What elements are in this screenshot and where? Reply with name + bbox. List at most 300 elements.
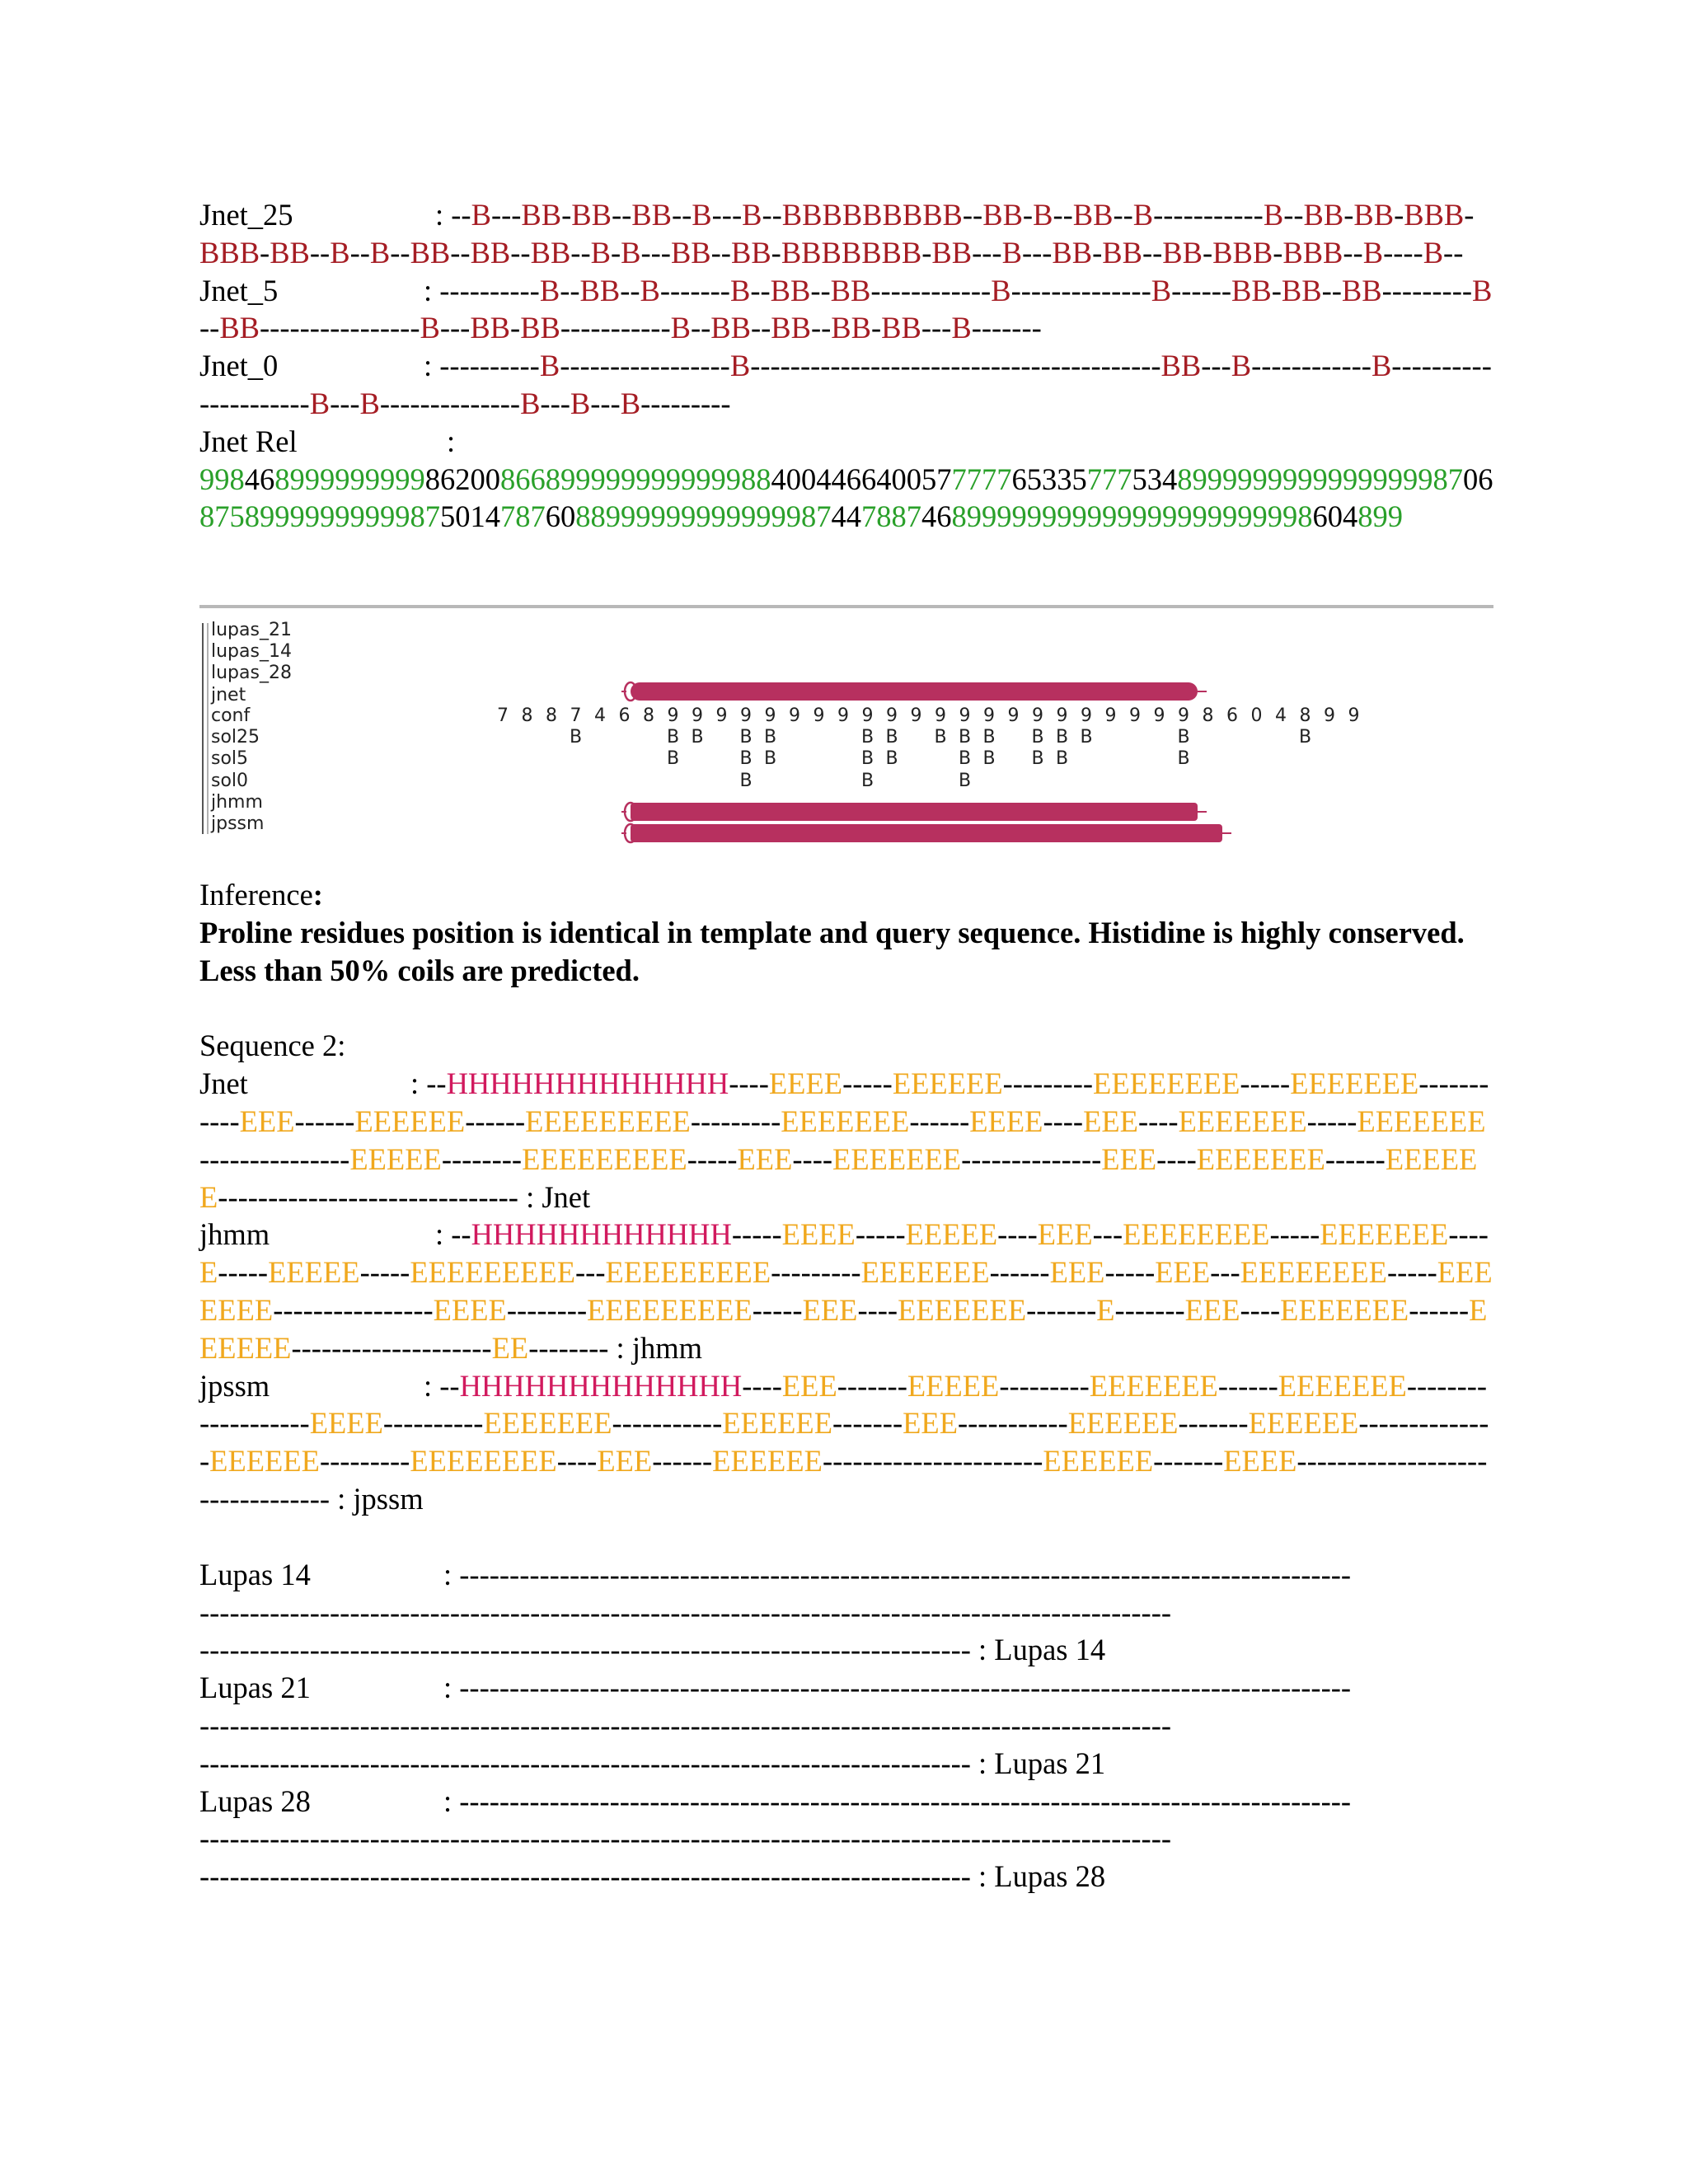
conf-value: 4 <box>594 705 606 726</box>
conf-value: 4 <box>1275 705 1287 726</box>
sequence-segment: EEE <box>1184 1292 1240 1327</box>
sequence-segment: BB <box>270 235 310 269</box>
sequence-segment: - <box>1273 235 1283 269</box>
sequence-segment: --------- <box>999 1368 1090 1403</box>
sequence-segment: 46 <box>921 499 952 534</box>
sequence-segment: BB <box>530 235 571 269</box>
sequence-segment: B <box>330 235 350 269</box>
jpssm-helix-bar <box>621 824 1231 842</box>
sequence-segment: B <box>359 386 380 420</box>
sequence-segment: ----- <box>218 1255 269 1290</box>
seq2-jnet-label: Jnet <box>199 1066 248 1101</box>
seq2-jhmm-label: jhmm <box>199 1217 270 1252</box>
sequence-segment: 65335 <box>1011 462 1087 496</box>
sequence-segment: BB <box>1052 235 1093 269</box>
sequence-segment: ------- <box>832 1406 903 1441</box>
sequence-segment: 787 <box>500 499 546 534</box>
sequence-segment: ---------------- <box>260 311 420 345</box>
sol0-value: B <box>958 771 972 791</box>
jnet-rel-label: Jnet Rel <box>199 424 298 458</box>
sol0-values <box>739 771 971 791</box>
sequence-segment: BB <box>1353 198 1395 232</box>
sequence-segment: B <box>742 198 762 232</box>
sequence-segment: - <box>610 235 621 269</box>
sequence-segment: ----- <box>687 1141 738 1176</box>
sol5-value: B <box>739 748 753 769</box>
sequence-segment: EEEEEEEEE <box>587 1292 753 1327</box>
conf-value: 9 <box>789 705 800 726</box>
sequence-segment: ------- <box>1153 1444 1224 1479</box>
sequence-segment: -- <box>1321 273 1342 307</box>
lupas14-line1: : ----------------------------------------------------------------------------------------- <box>443 1557 1352 1591</box>
conf-value: 9 <box>1007 705 1020 726</box>
seq2-jhmm-row <box>199 1216 1493 1366</box>
sequence-segment: ---- <box>556 1444 598 1479</box>
sol25-value: B <box>1298 727 1312 748</box>
lupas28-line1: : ----------------------------------------------------------------------------------------- <box>443 1783 1352 1818</box>
sequence-segment: EEEEE <box>349 1141 442 1176</box>
sol25-value: B <box>1080 727 1093 748</box>
track-label-lupas-21: lupas_21 <box>211 620 292 640</box>
sequence-segment: B <box>1231 349 1252 383</box>
sequence-segment: EEEEEEE <box>199 1255 1493 1327</box>
sequence-segment: --- <box>575 1255 606 1290</box>
sequence-segment: ----- <box>1104 1255 1156 1290</box>
sequence-segment: --- <box>711 198 743 232</box>
sequence-segment: -------------- <box>961 1141 1102 1176</box>
sequence-segment: BB <box>770 273 811 307</box>
sequence-segment: : ---------- <box>424 349 540 383</box>
sequence-segment: ---------- <box>382 1406 484 1441</box>
sol0-value: B <box>739 771 753 791</box>
sequence-segment: ------------ <box>1251 349 1372 383</box>
sol25-value: B <box>885 727 898 748</box>
sol25-value: B <box>1031 727 1044 748</box>
jhmm-helix-rect <box>631 803 1198 821</box>
sequence-segment: - <box>1092 235 1103 269</box>
sequence-segment: BB <box>1160 349 1202 383</box>
track-label-jpssm: jpssm <box>211 813 265 834</box>
sequence-segment: E <box>199 1255 218 1290</box>
sequence-segment: 777 <box>1086 462 1132 496</box>
document-page-lower <box>199 876 1493 1896</box>
sequence-segment: 534 <box>1132 462 1178 496</box>
sequence-segment: ----------- <box>1153 198 1264 232</box>
sequence-segment: EEEEEEE <box>1089 1368 1218 1403</box>
sequence-segment: B <box>692 198 712 232</box>
sequence-segment: - <box>1394 198 1404 232</box>
sequence-segment: ----- <box>1386 1255 1437 1290</box>
lupas28-row <box>199 1783 1493 1821</box>
sequence-segment: ------- <box>1114 1292 1185 1327</box>
sequence-segment: ---- <box>1043 1104 1084 1138</box>
lupas28-line2: ------------------------------------------------------------------------------------------------- <box>199 1821 1172 1856</box>
conf-value: 9 <box>813 705 825 726</box>
sequence-segment: : -- <box>424 1368 460 1403</box>
sequence-segment: -- <box>620 273 640 307</box>
jnet0-row <box>199 347 1493 423</box>
sequence-segment: EEEE <box>781 1217 856 1252</box>
sol5-value: B <box>982 748 996 769</box>
sequence-segment: ---- <box>997 1217 1038 1252</box>
jnet-prediction-figure <box>199 616 1493 847</box>
inference-heading-text: Inference <box>199 878 313 912</box>
sequence-segment: - <box>510 311 521 345</box>
conf-value: 9 <box>910 705 922 726</box>
track-labels <box>210 620 292 834</box>
sequence-segment: EEE <box>239 1104 295 1138</box>
sol25-value: B <box>666 727 680 748</box>
sequence-segment: EEE <box>781 1368 837 1403</box>
sequence-segment: EEEEE <box>907 1368 1000 1403</box>
sequence-segment: --------- <box>1381 273 1473 307</box>
sequence-segment: EEEEE <box>268 1255 360 1290</box>
conf-value: 7 <box>570 705 582 726</box>
lupas28-label: Lupas 28 <box>199 1783 311 1818</box>
jnet5-label: Jnet_5 <box>199 273 279 307</box>
sequence-segment: EEEEEE <box>199 1292 1488 1365</box>
conf-value: 9 <box>715 705 728 726</box>
sequence-segment: ----- <box>1269 1217 1320 1252</box>
conf-value: 7 <box>497 705 509 726</box>
sequence-segment: 7887 <box>861 499 921 534</box>
sequence-segment: EEE <box>1155 1255 1211 1290</box>
sequence-segment: 400446640057 <box>771 462 952 496</box>
sol5-value: B <box>666 748 680 769</box>
sequence-segment: B <box>570 386 591 420</box>
sequence-segment: -------- : jhmm <box>528 1330 702 1365</box>
jnet-rel-row <box>199 423 1493 461</box>
sequence-segment: EEEEEEEE <box>1240 1255 1387 1290</box>
sequence-segment: - <box>921 235 932 269</box>
jnet-rel-colon: : <box>447 424 456 458</box>
sequence-segment: B <box>471 198 491 232</box>
sequence-segment: ----------- <box>199 1066 1489 1138</box>
sequence-segment: B <box>670 311 691 345</box>
sequence-segment: ------ <box>1325 1141 1386 1176</box>
lupas14-line2: ------------------------------------------------------------------------------------------------- <box>199 1595 1172 1629</box>
sequence-segment: -- <box>510 235 531 269</box>
sequence-segment: ---- <box>1383 235 1423 269</box>
jnet-helix-bar <box>621 682 1207 701</box>
sequence-segment: EEEEEEE <box>860 1255 990 1290</box>
track-label-sol25: sol25 <box>211 727 260 748</box>
sequence-segment: -- <box>390 235 410 269</box>
sequence-segment: ---------------------- <box>822 1444 1043 1479</box>
sequence-segment: HHHHHHHHHHHHH <box>446 1066 729 1101</box>
seq2-jnet-row <box>199 1065 1493 1216</box>
conf-value: 9 <box>1153 705 1165 726</box>
sequence-segment: 899999999999999999999998 <box>951 499 1313 534</box>
sequence-segment: B <box>590 235 611 269</box>
sequence-segment: 875 <box>199 499 245 534</box>
conf-value: 9 <box>692 705 703 726</box>
sequence-segment: 866 <box>500 462 546 496</box>
sequence-segment: --- <box>1210 1255 1240 1290</box>
sol25-values <box>570 727 1311 748</box>
jnet25-row <box>199 196 1493 272</box>
sol5-value: B <box>1177 748 1190 769</box>
sequence-segment: B <box>1362 235 1384 269</box>
sequence-segment: EEEEEEEE <box>410 1444 557 1479</box>
sequence-segment: BB <box>520 311 560 345</box>
sequence-segment: ----------- <box>560 311 671 345</box>
sequence-segment: BB <box>410 235 451 269</box>
sequence-segment: --- <box>490 198 522 232</box>
sequence-segment: BBB <box>1212 235 1273 269</box>
sequence-segment: EEEEEEE <box>1280 1292 1409 1327</box>
sequence-segment: --------- <box>1002 1066 1094 1101</box>
lupas14-line3: ----------------------------------------------------------------------------- : Lupas 14 <box>199 1633 1106 1667</box>
track-label-conf: conf <box>211 705 251 726</box>
sequence-segment: 899 <box>1357 499 1403 534</box>
sequence-segment: --------------- <box>199 1141 350 1176</box>
sequence-segment: ------- <box>1178 1406 1249 1441</box>
sequence-segment: 899999999999988 <box>545 462 771 496</box>
sequence-segment: EEEEEE <box>892 1066 1003 1101</box>
sequence-segment: BB <box>982 198 1023 232</box>
sequence-segment: B <box>1423 235 1444 269</box>
sequence-segment: BB <box>931 235 973 269</box>
sequence-segment: ---- <box>1240 1292 1281 1327</box>
sol25-value: B <box>860 727 874 748</box>
sequence-segment: -- <box>611 198 632 232</box>
sequence-segment: -- <box>1142 235 1163 269</box>
sequence-segment: ------- <box>837 1368 907 1403</box>
sol5-value: B <box>1031 748 1044 769</box>
sequence-segment: 06 <box>1463 462 1493 496</box>
sequence-segment: BB <box>1072 198 1114 232</box>
lupas14-row <box>199 1556 1493 1594</box>
sequence-segment: BB <box>730 235 771 269</box>
conf-value: 9 <box>1032 705 1043 726</box>
sequence-segment: EEEE <box>433 1292 507 1327</box>
sequence-segment: -- <box>750 311 771 345</box>
sequence-segment: ------ <box>1217 1368 1278 1403</box>
sequence-segment: B <box>729 273 751 307</box>
sequence-segment: ------ <box>465 1104 526 1138</box>
sequence-segment: EEEEEEEEE <box>605 1255 771 1290</box>
conf-value: 0 <box>1250 705 1263 726</box>
sequence-segment: EEEEEE <box>712 1444 823 1479</box>
jnet-rel-values <box>199 461 1493 537</box>
sequence-segment: ------- <box>971 311 1042 345</box>
sequence-segment: -- <box>309 235 331 269</box>
sequence-segment: ------- <box>1026 1292 1097 1327</box>
sequence-segment: ----- <box>359 1255 410 1290</box>
sequence-segment: BB <box>470 311 511 345</box>
sequence-segment: BBB <box>1282 235 1343 269</box>
sequence-segment: --------- <box>690 1104 781 1138</box>
sequence-segment: ----- <box>1306 1104 1357 1138</box>
sequence-segment: EEEEEEE <box>1320 1217 1449 1252</box>
conf-value: 8 <box>1202 705 1214 726</box>
sequence-segment: EEEEEE <box>1067 1406 1179 1441</box>
conf-value: 9 <box>1129 705 1141 726</box>
sequence-segment: B <box>1001 235 1022 269</box>
sequence-segment: B <box>620 386 641 420</box>
conf-value: 9 <box>1081 705 1092 726</box>
sequence-segment: BB <box>1102 235 1142 269</box>
sequence-segment: B <box>420 311 440 345</box>
sequence2-heading: Sequence 2: <box>199 1029 346 1063</box>
sequence-segment: E <box>1096 1292 1115 1327</box>
inference-line-1: Proline residues position is identical in template and query sequence. Histidine is highly conserved. <box>199 915 1465 949</box>
conf-value: 9 <box>1324 705 1335 726</box>
track-label-jnet: jnet <box>211 685 246 705</box>
sequence-segment: B <box>539 273 560 307</box>
sequence-segment: ----- <box>731 1217 782 1252</box>
conf-value: 9 <box>861 705 874 726</box>
jnet25-label: Jnet_25 <box>199 198 293 232</box>
sequence-segment: ----------- <box>612 1406 723 1441</box>
sequence-segment: 8999999999 <box>274 462 425 496</box>
sequence-segment: ------------------------------ : Jnet <box>218 1179 591 1214</box>
conf-values <box>497 705 1360 726</box>
sequence-segment: ------- <box>659 273 730 307</box>
sequence-segment: BB <box>521 198 562 232</box>
sequence-segment: ------------------- <box>199 1368 1488 1441</box>
sequence-segment: 5014 <box>440 499 500 534</box>
sequence-segment: EEE <box>1037 1217 1093 1252</box>
sequence-segment: BB <box>579 273 621 307</box>
sequence-segment: ---- <box>1137 1104 1179 1138</box>
sequence-segment: -- <box>570 235 591 269</box>
sol5-value: B <box>958 748 972 769</box>
sol25-value: B <box>1055 727 1069 748</box>
sequence-segment: EEEE <box>309 1406 383 1441</box>
inference-heading <box>199 876 1493 914</box>
conf-value: 9 <box>959 705 971 726</box>
sequence-segment: EEEEEEE <box>898 1292 1027 1327</box>
conf-value: 9 <box>837 705 849 726</box>
sequence-segment: -------- <box>441 1141 523 1176</box>
sequence-segment: B <box>991 273 1011 307</box>
sequence-segment: EEEEEE <box>1043 1444 1154 1479</box>
sequence-segment: BB <box>470 235 511 269</box>
sequence-segment: - <box>1343 198 1354 232</box>
spacer <box>199 989 1493 1027</box>
sequence-segment: -- <box>690 311 711 345</box>
sequence-segment: --------- <box>640 386 731 420</box>
sol25-value: B <box>982 727 996 748</box>
sequence-segment: - <box>260 235 270 269</box>
sequence-segment: BB <box>1281 273 1322 307</box>
spacer <box>199 1518 1493 1556</box>
sequence-segment: ------ <box>294 1104 355 1138</box>
sequence-segment: -- <box>762 198 782 232</box>
sequence-segment: --- <box>330 386 360 420</box>
sequence-segment: EEEEEEE <box>1290 1066 1419 1101</box>
conf-value: 9 <box>764 705 776 726</box>
sequence-segment: --- <box>972 235 1002 269</box>
sequence-segment: EEEEEEEE <box>1123 1217 1270 1252</box>
sequence-segment: --- <box>1021 235 1053 269</box>
sequence-segment: -------------- <box>1010 273 1151 307</box>
sequence-segment: -- <box>450 235 471 269</box>
sequence-segment: --- <box>921 311 952 345</box>
sequence-segment: BB <box>1231 273 1272 307</box>
sequence-segment: ------ <box>652 1444 713 1479</box>
sequence-segment: EEEEEE <box>1248 1406 1359 1441</box>
sequence-segment: EEE <box>1049 1255 1105 1290</box>
sequence-segment: --- <box>439 311 471 345</box>
lupas14-label: Lupas 14 <box>199 1557 311 1591</box>
sequence-segment: -- <box>750 273 771 307</box>
conf-value: 9 <box>983 705 995 726</box>
sequence-segment: B <box>1033 198 1053 232</box>
jpssm-helix-rect <box>631 824 1222 842</box>
sequence-segment: EEEEEE <box>209 1444 320 1479</box>
sequence-segment: 86200 <box>424 462 500 496</box>
sequence-segment: EEE <box>903 1406 958 1441</box>
sequence-segment: EEEEEEE <box>1196 1141 1325 1176</box>
sequence-segment: - <box>1202 235 1213 269</box>
sequence-segment: ---- <box>729 1066 769 1101</box>
sequence-segment: 88999999999999987 <box>575 499 832 534</box>
sequence-segment: ----------------------------------------- <box>750 349 1161 383</box>
sequence-segment: EEE <box>1083 1104 1138 1138</box>
sequence-segment: EEEE <box>768 1066 843 1101</box>
sequence-segment: --------- <box>771 1255 861 1290</box>
sequence-segment: B <box>951 311 972 345</box>
sequence-segment: -- <box>1443 235 1464 269</box>
sequence-segment: 46 <box>244 462 275 496</box>
sequence-segment: EE <box>491 1330 529 1365</box>
sequence-segment: BBB <box>199 235 260 269</box>
sequence-segment: B <box>1371 349 1392 383</box>
sequence-segment: BBBBBBBBB <box>781 198 963 232</box>
sequence-segment: ------------ <box>870 273 992 307</box>
sequence-segment: B <box>309 386 331 420</box>
sequence-segment: EEEEEE <box>722 1406 833 1441</box>
sequence-segment: : -- <box>435 1217 471 1252</box>
seq2-jpssm-row <box>199 1367 1493 1518</box>
sequence-segment: BB <box>1303 198 1344 232</box>
sequence-segment: BB <box>710 311 751 345</box>
inference-line-2: Less than 50% coils are predicted. <box>199 953 640 987</box>
sequence-segment: EEEEEEE <box>781 1104 910 1138</box>
sequence-segment: -- <box>810 311 832 345</box>
sequence-segment: EEEEEEE <box>1178 1104 1307 1138</box>
sequence-segment: ------ <box>1409 1292 1470 1327</box>
sequence-segment: ------ <box>1171 273 1232 307</box>
conf-value: 6 <box>1226 705 1238 726</box>
sequence-segment: --- <box>590 386 621 420</box>
sol25-value: B <box>763 727 777 748</box>
sequence-segment: --------- <box>319 1444 410 1479</box>
sol5-values <box>667 748 1190 769</box>
sequence-segment: --- <box>1201 349 1231 383</box>
sequence-segment: -- <box>962 198 983 232</box>
sequence-segment: EEEEEE <box>199 1141 1478 1214</box>
sol5-value: B <box>763 748 777 769</box>
sequence-segment: ---- <box>792 1141 833 1176</box>
sequence-segment: --- <box>540 386 570 420</box>
sequence-segment: -------------- <box>379 386 521 420</box>
conf-value: 9 <box>886 705 898 726</box>
sequence-segment: - <box>1464 198 1475 232</box>
sequence-segment: EEEEEE <box>354 1104 466 1138</box>
sequence-segment: - <box>1022 198 1034 232</box>
track-label-sol5: sol5 <box>211 748 249 769</box>
sequence-segment: 44 <box>831 499 861 534</box>
sequence-segment: ----- <box>752 1292 803 1327</box>
sequence-segment: -- <box>710 235 731 269</box>
sequence-segment: EEEEEEE <box>1278 1368 1407 1403</box>
lupas21-line1: : ----------------------------------------------------------------------------------------- <box>443 1671 1352 1705</box>
conf-value: 9 <box>1056 705 1068 726</box>
